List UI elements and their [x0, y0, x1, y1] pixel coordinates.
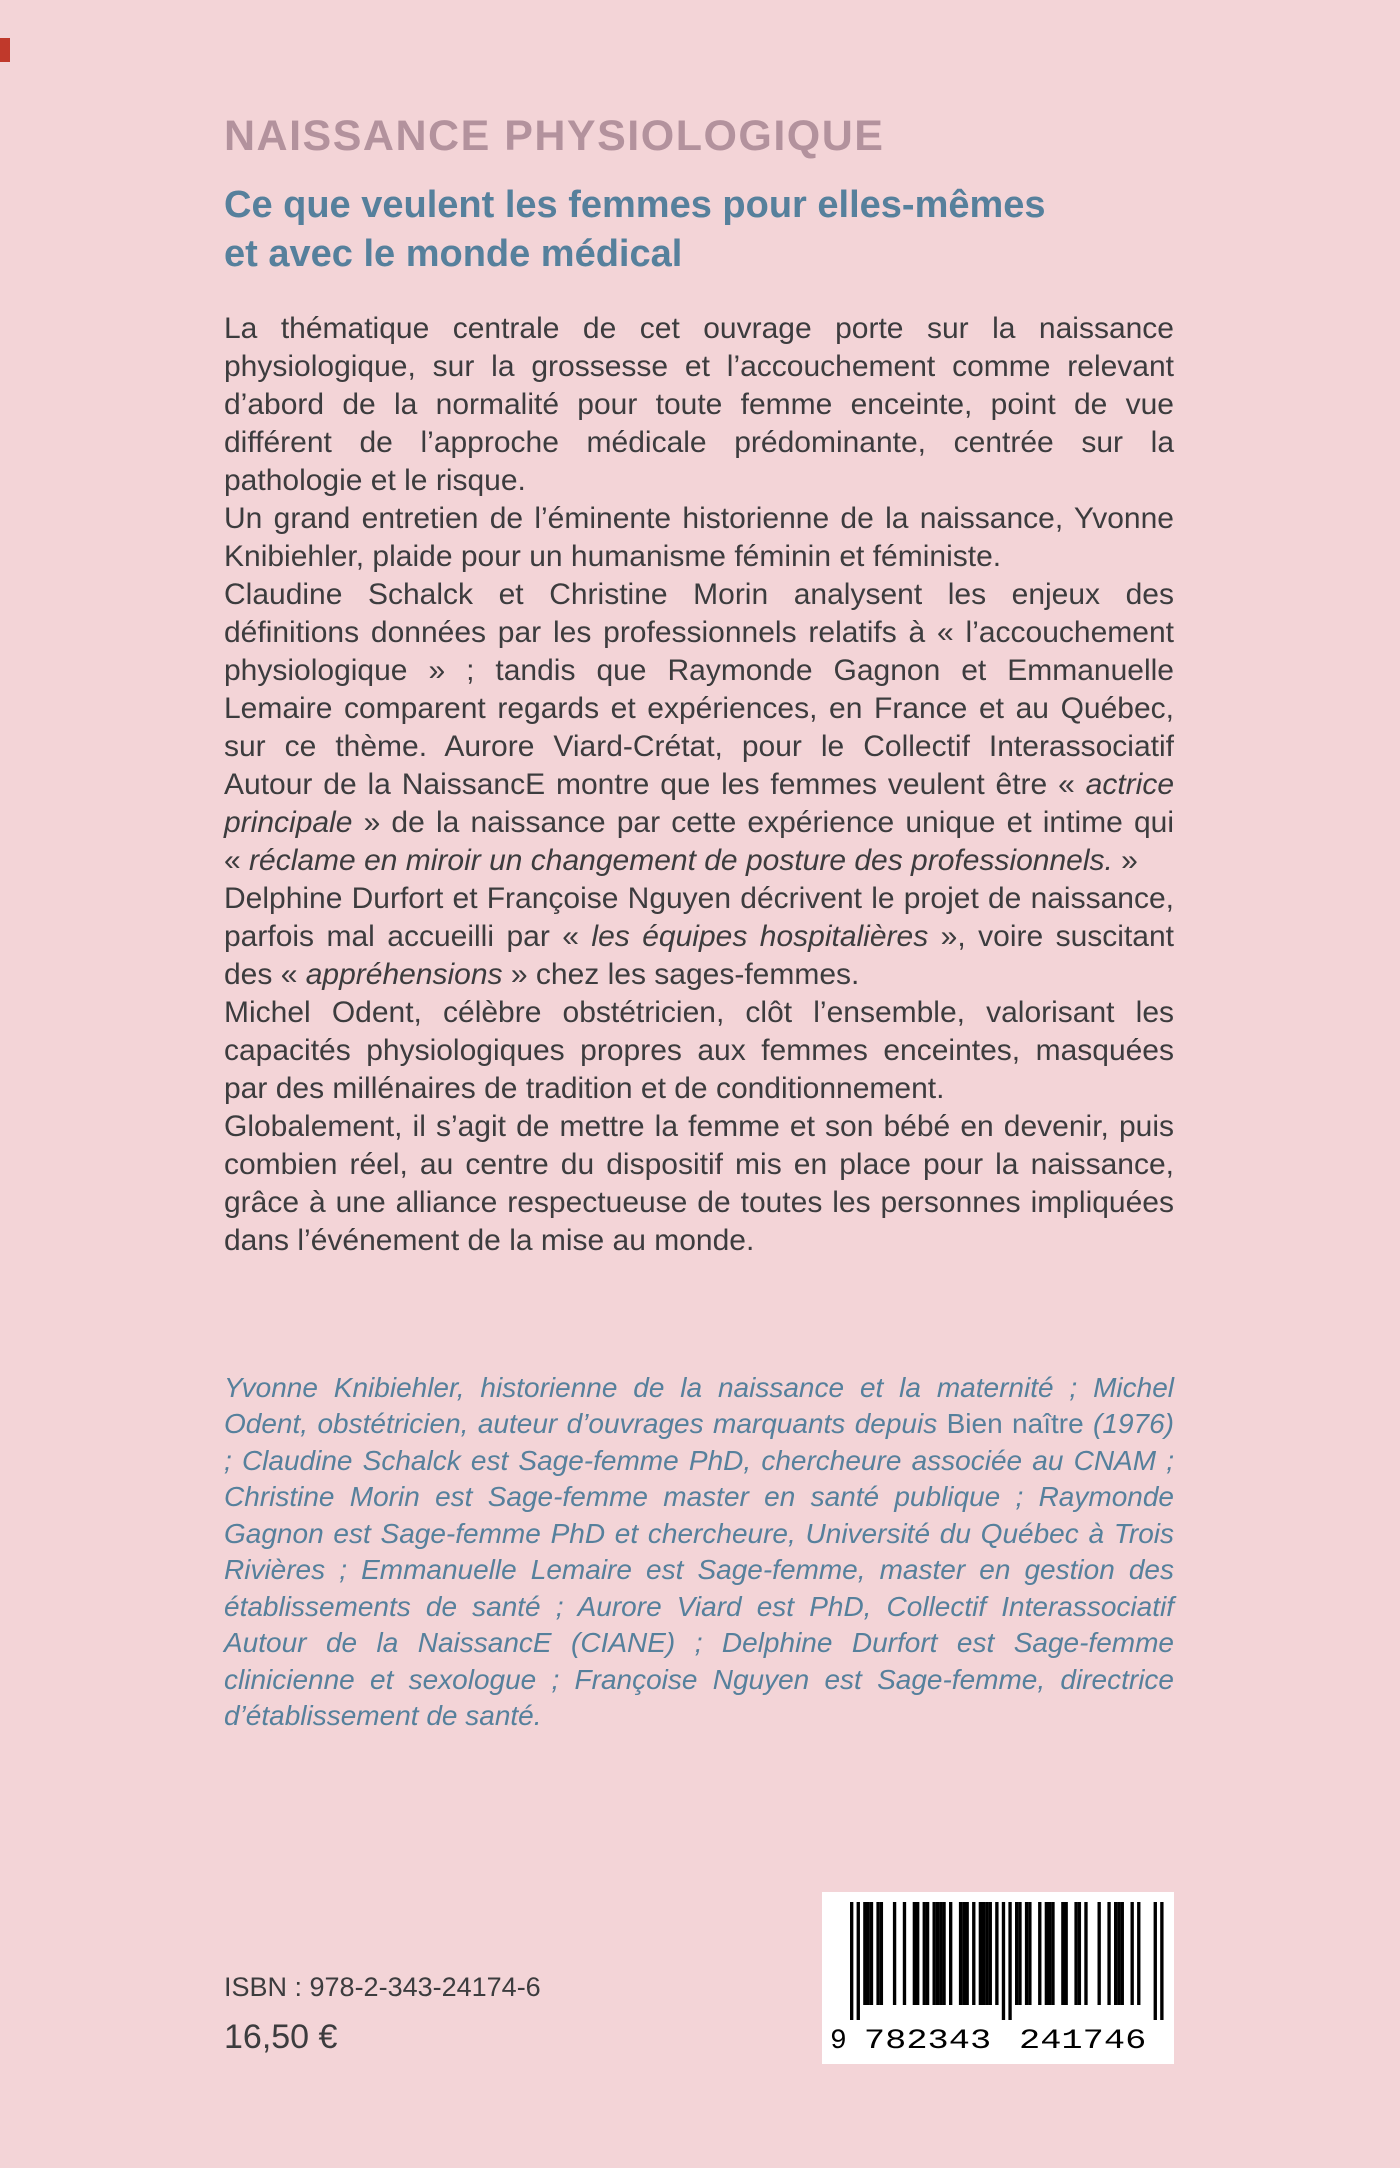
- body-paragraph: Michel Odent, célèbre obstétricien, clôt l’ensemble, valorisant les capacités physiologiques propres aux femmes enceintes, masquées par des millénaires de tradition et de conditionnement.: [224, 995, 1174, 1105]
- barcode-box: [822, 1892, 1174, 2064]
- isbn-label: ISBN : 978-2-343-24174-6: [224, 1972, 541, 2002]
- book-title: NAISSANCE PHYSIOLOGIQUE: [224, 112, 885, 160]
- subtitle-line-2: et avec le monde médical: [224, 233, 683, 276]
- body-paragraph: Globalement, il s’agit de mettre la femme et son bébé en devenir, puis combien réel, au centre du dispositif mis en place pour la naissance, grâce à une alliance respectueuse de toutes les personnes impliquées dans l’événement de la mise au monde.: [224, 1109, 1174, 1257]
- barcode: [830, 1902, 1166, 2052]
- price-label: 16,50 €: [224, 2018, 338, 2056]
- barcode-number: 9: [830, 2026, 847, 2052]
- body-paragraph: Delphine Durfort et Françoise Nguyen décrivent le projet de naissance, parfois mal accueilli par « les équipes hospitalières », voire suscitant des « appréhensions » chez les sages-femmes.: [224, 881, 1174, 991]
- body-paragraph: Claudine Schalck et Christine Morin analysent les enjeux des définitions données par les professionnels relatifs à « l’accouchement physiologique » ; tandis que Raymonde Gagnon et Emmanuelle Lemaire comparent regards et expériences, en France et au Québec, sur ce thème. Aurore Viard-Crétat, pour le Collectif Interassociatif Autour de la NaissancE montre que les femmes veulent être « actrice principale » de la naissance par cette expérience unique et intime qui « réclame en miroir un changement de posture des professionnels. »: [224, 577, 1174, 877]
- body-text: [224, 310, 1174, 1260]
- body-paragraph: Un grand entretien de l’éminente historienne de la naissance, Yvonne Knibiehler, plaide pour un humanisme féminin et féministe.: [224, 501, 1174, 573]
- author-bio: Yvonne Knibiehler, historienne de la naissance et la maternité ; Michel Odent, obstétricien, auteur d’ouvrages marquants depuis Bien naître (1976) ; Claudine Schalck est Sage-femme PhD, chercheure associée au CNAM ; Christine Morin est Sage-femme master en santé publique ; Raymonde Gagnon est Sage-femme PhD et chercheure, Université du Québec à Trois Rivières ; Emmanuelle Lemaire est Sage-femme, master en gestion des établissements de santé ; Aurore Viard est PhD, Collectif Interassociatif Autour de la NaissancE (CIANE) ; Delphine Durfort est Sage-femme clinicienne et sexologue ; Françoise Nguyen est Sage-femme, directrice d’établissement de santé.: [224, 1371, 1174, 1732]
- book-subtitle: [224, 181, 1174, 280]
- content-column: [224, 0, 1174, 1735]
- barcode-number: 241746: [1019, 2026, 1147, 2052]
- barcode-number: 782343: [863, 2026, 992, 2052]
- crop-mark: [0, 38, 10, 62]
- body-paragraph: La thématique centrale de cet ouvrage porte sur la naissance physiologique, sur la grossesse et l’accouchement comme relevant d’abord de la normalité pour toute femme enceinte, point de vue différent de l’approche médicale prédominante, centrée sur la pathologie et le risque.: [224, 311, 1174, 497]
- subtitle-line-1: Ce que veulent les femmes pour elles-mêmes: [224, 184, 1046, 226]
